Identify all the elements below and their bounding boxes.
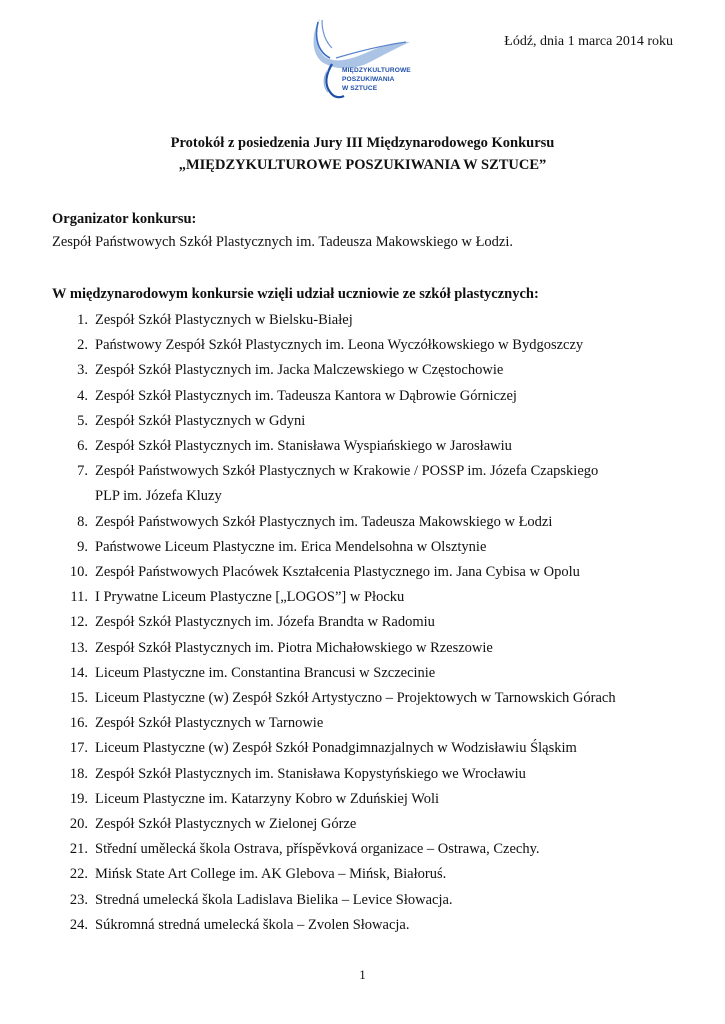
school-list-item (52, 862, 682, 887)
list-item-text: Súkromná stredná umelecká škola – Zvolen Słowacja. (95, 916, 410, 933)
list-item-text: Liceum Plastyczne (w) Zespół Szkół Artystyczno – Projektowych w Tarnowskich Górach (95, 690, 616, 707)
logo-line: POSZUKIWANIA (342, 76, 395, 83)
school-list-item (52, 711, 682, 736)
list-item-text: Zespół Szkół Plastycznych im. Jacka Malczewskiego w Częstochowie (95, 362, 504, 379)
list-item-number: 2. (77, 337, 88, 354)
list-item-number: 9. (77, 538, 88, 555)
school-list-item (52, 585, 682, 610)
list-item-number: 12. (69, 614, 88, 631)
list-item-text: Stredná umelecká škola Ladislava Bielika – Levice Słowacja. (95, 891, 453, 908)
list-item-text: Zespół Szkół Plastycznych w Zielonej Górze (95, 816, 357, 833)
document-title-line-2: „MIĘDZYKULTUROWE POSZUKIWANIA W SZTUCE” (178, 157, 547, 173)
list-item-number: 14. (69, 664, 88, 681)
logo-line: MIĘDZYKULTUROWE (342, 67, 411, 74)
school-list-item (52, 736, 682, 761)
school-list-item (52, 308, 682, 333)
document-date: Łódź, dnia 1 marca 2014 roku (504, 34, 673, 49)
school-list-item (52, 384, 682, 409)
list-item-text: Zespół Państwowych Szkół Plastycznych w Krakowie / POSSP im. Józefa Czapskiego (95, 463, 599, 480)
school-list-item (52, 409, 682, 434)
list-item-number: 17. (69, 740, 88, 757)
school-list-item (52, 888, 682, 913)
school-list-item (52, 812, 682, 837)
logo-text (342, 66, 411, 93)
organizer-name: Zespół Państwowych Szkół Plastycznych im. Tadeusza Makowskiego w Łodzi. (52, 234, 514, 250)
list-item-text: Zespół Szkół Plastycznych im. Piotra Michałowskiego w Rzeszowie (95, 639, 493, 656)
school-list-item (52, 610, 682, 635)
school-list-item (52, 762, 682, 787)
list-item-text: Zespół Szkół Plastycznych w Gdyni (95, 412, 306, 429)
organizer-heading: Organizator konkursu: (52, 211, 197, 227)
list-item-number: 24. (69, 916, 88, 933)
list-item-text: Państwowy Zespół Szkół Plastycznych im. Leona Wyczółkowskiego w Bydgoszczy (95, 337, 584, 354)
list-item-text: Mińsk State Art College im. AK Glebova – Mińsk, Białoruś. (95, 866, 447, 883)
list-item-number: 22. (69, 866, 88, 883)
page-number: 1 (359, 967, 366, 982)
list-item-text: Zespół Szkół Plastycznych w Tarnowie (95, 715, 324, 732)
logo-line: W SZTUCE (342, 85, 378, 92)
school-list-item (52, 434, 682, 459)
list-item-number: 16. (69, 715, 88, 732)
list-item-number: 5. (77, 412, 88, 429)
list-item-number: 8. (77, 513, 88, 530)
school-list-item (52, 510, 682, 535)
school-list-item (52, 913, 682, 938)
list-item-number: 11. (70, 589, 88, 606)
list-item-text: Liceum Plastyczne im. Constantina Brancusi w Szczecinie (95, 664, 436, 681)
list-item-text: Zespół Państwowych Szkół Plastycznych im. Tadeusza Makowskiego w Łodzi (95, 513, 553, 530)
list-item-number: 18. (69, 765, 88, 782)
list-item-number: 7. (77, 463, 88, 480)
school-list-item (52, 661, 682, 686)
school-list-item (52, 358, 682, 383)
list-item-text: I Prywatne Liceum Plastyczne [„LOGOS”] w Płocku (95, 589, 405, 606)
school-list-item (52, 686, 682, 711)
list-item-text: Zespół Państwowych Placówek Kształcenia Plastycznego im. Jana Cybisa w Opolu (95, 564, 580, 581)
school-list-item (52, 787, 682, 812)
list-item-text: Zespół Szkół Plastycznych w Bielsku-Białej (95, 312, 353, 328)
list-item-number: 1. (77, 312, 88, 328)
list-item-number: 20. (69, 816, 88, 833)
school-list (52, 308, 682, 938)
contest-logo (306, 12, 424, 102)
list-item-number: 4. (77, 387, 88, 404)
list-item-text: Państwowe Liceum Plastyczne im. Erica Mendelsohna w Olsztynie (95, 538, 487, 555)
school-list-item (52, 560, 682, 585)
list-item-text: Zespół Szkół Plastycznych im. Stanisława Wyspiańskiego w Jarosławiu (95, 438, 512, 455)
list-item-text: Zespół Szkół Plastycznych im. Stanisława Kopystyńskiego we Wrocławiu (95, 765, 526, 782)
list-item-number: 21. (69, 841, 88, 858)
school-list-item (52, 837, 682, 862)
list-item-number: 6. (77, 438, 88, 455)
list-item-number: 19. (69, 790, 88, 807)
list-item-text: Střední umělecká škola Ostrava, příspěvková organizace – Ostrawa, Czechy. (95, 841, 540, 858)
list-item-number: 13. (69, 639, 88, 656)
list-item-text: Zespół Szkół Plastycznych im. Tadeusza Kantora w Dąbrowie Górniczej (95, 387, 517, 404)
list-item-text: Zespół Szkół Plastycznych im. Józefa Brandta w Radomiu (95, 614, 435, 631)
list-item-number: 3. (77, 362, 88, 379)
list-item-text: Liceum Plastyczne (w) Zespół Szkół Ponadgimnazjalnych w Wodzisławiu Śląskim (95, 740, 577, 757)
school-list-item (52, 459, 682, 509)
list-item-number: 10. (69, 564, 88, 581)
document-title-line-1: Protokół z posiedzenia Jury III Międzynarodowego Konkursu (170, 135, 555, 151)
list-item-number: 15. (69, 690, 88, 707)
school-list-item (52, 535, 682, 560)
list-item-text: Liceum Plastyczne im. Katarzyny Kobro w Zduńskiej Woli (95, 790, 440, 807)
list-item-number: 23. (69, 891, 88, 908)
school-list-item (52, 333, 682, 358)
list-item-continuation: PLP im. Józefa Kluzy (95, 488, 222, 505)
school-list-item (52, 636, 682, 661)
participants-heading: W międzynarodowym konkursie wzięli udział uczniowie ze szkół plastycznych: (52, 286, 539, 302)
